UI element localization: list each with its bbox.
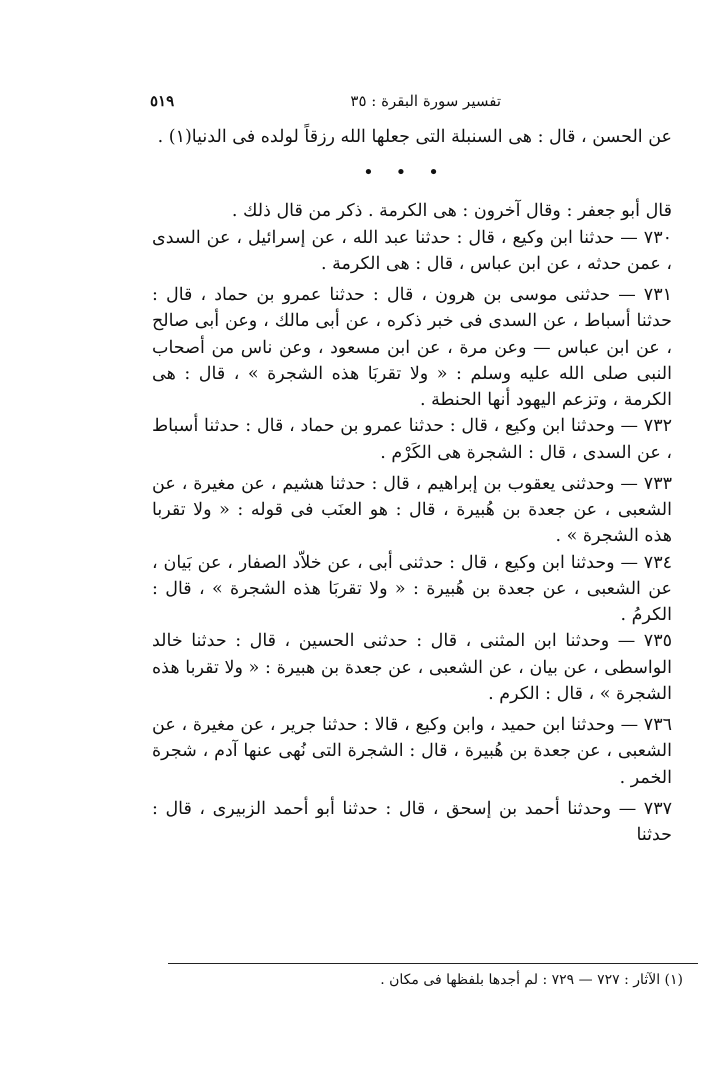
- paragraph-intro: قال أبو جعفر : وقال آخرون : هى الكرمة . ذكر من قال ذلك .: [231, 201, 672, 222]
- page-number: ٥١٩: [150, 92, 175, 110]
- hadith-733: ٧٣٣ — وحدثنى يعقوب بن إبراهيم ، قال : حدثنا هشيم ، عن مغيرة ، عن الشعبى ، عن جعدة بن هُبيرة ، قال : هو العنَب فى قوله : « ولا تقربا هذه الشجرة » .: [152, 473, 672, 547]
- paragraph-continuation: عن الحسن ، قال : هى السنبلة التى جعلها الله رزقاً لولده فى الدنيا(١) .: [157, 127, 672, 147]
- page-header: [150, 92, 579, 116]
- main-text: [152, 124, 672, 848]
- hadith-732: ٧٣٢ — وحدثنا ابن وكيع ، قال : حدثنا عمرو بن حماد ، قال : حدثنا أسباط ، عن السدى ، قال : الشجرة هى الكَرْم .: [152, 416, 672, 463]
- hadith-731: ٧٣١ — حدثنى موسى بن هرون ، قال : حدثنا عمرو بن حماد ، قال : حدثنا أسباط ، عن السدى فى خبر ذكره ، عن أبى مالك ، وعن أبى صالح ، عن ابن عباس — وعن مرة ، عن ابن مسعود ، وعن ناس من أصحاب النبى صلى الله عليه وسلم : « ولا تقربَا هذه الشجرة » ، قال : هى الكرمة ، وتزعم اليهود أنها الحنطة .: [152, 285, 672, 410]
- section-separator: •••: [363, 162, 461, 184]
- footnote-divider: [168, 963, 698, 964]
- hadith-737: ٧٣٧ — وحدثنا أحمد بن إسحق ، قال : حدثنا أبو أحمد الزبيرى ، قال : حدثنا: [152, 798, 672, 845]
- hadith-736: ٧٣٦ — وحدثنا ابن حميد ، وابن وكيع ، قالا : حدثنا جرير ، عن مغيرة ، عن الشعبى ، عن جعدة بن هُبيرة ، قال : الشجرة التى نُهى عنها آدم ، شجرة الخمر .: [152, 715, 672, 788]
- hadith-735: ٧٣٥ — وحدثنا ابن المثنى ، قال : حدثنى الحسين ، قال : حدثنا خالد الواسطى ، عن بيان ، عن الشعبى ، عن جعدة بن هبيرة : « ولا تقربا هذه الشجرة » ، قال : الكرم .: [152, 631, 672, 704]
- running-title: تفسير سورة البقرة : ٣٥: [350, 92, 501, 110]
- footnote: (١) الآثار : ٧٢٧ — ٧٢٩ : لم أجدها بلفظها فى مكان .: [380, 972, 683, 988]
- hadith-734: ٧٣٤ — وحدثنا ابن وكيع ، قال : حدثنى أبى ، عن خلاّد الصفار ، عن بَيان ، عن الشعبى ، عن جعدة بن هُبيرة : « ولا تقربَا هذه الشجرة » ، قال : الكرمُ .: [152, 552, 672, 625]
- hadith-730: ٧٣٠ — حدثنا ابن وكيع ، قال : حدثنا عبد الله ، عن إسرائيل ، عن السدى ، عمن حدثه ، عن ابن عباس ، قال : هى الكرمة .: [152, 227, 672, 274]
